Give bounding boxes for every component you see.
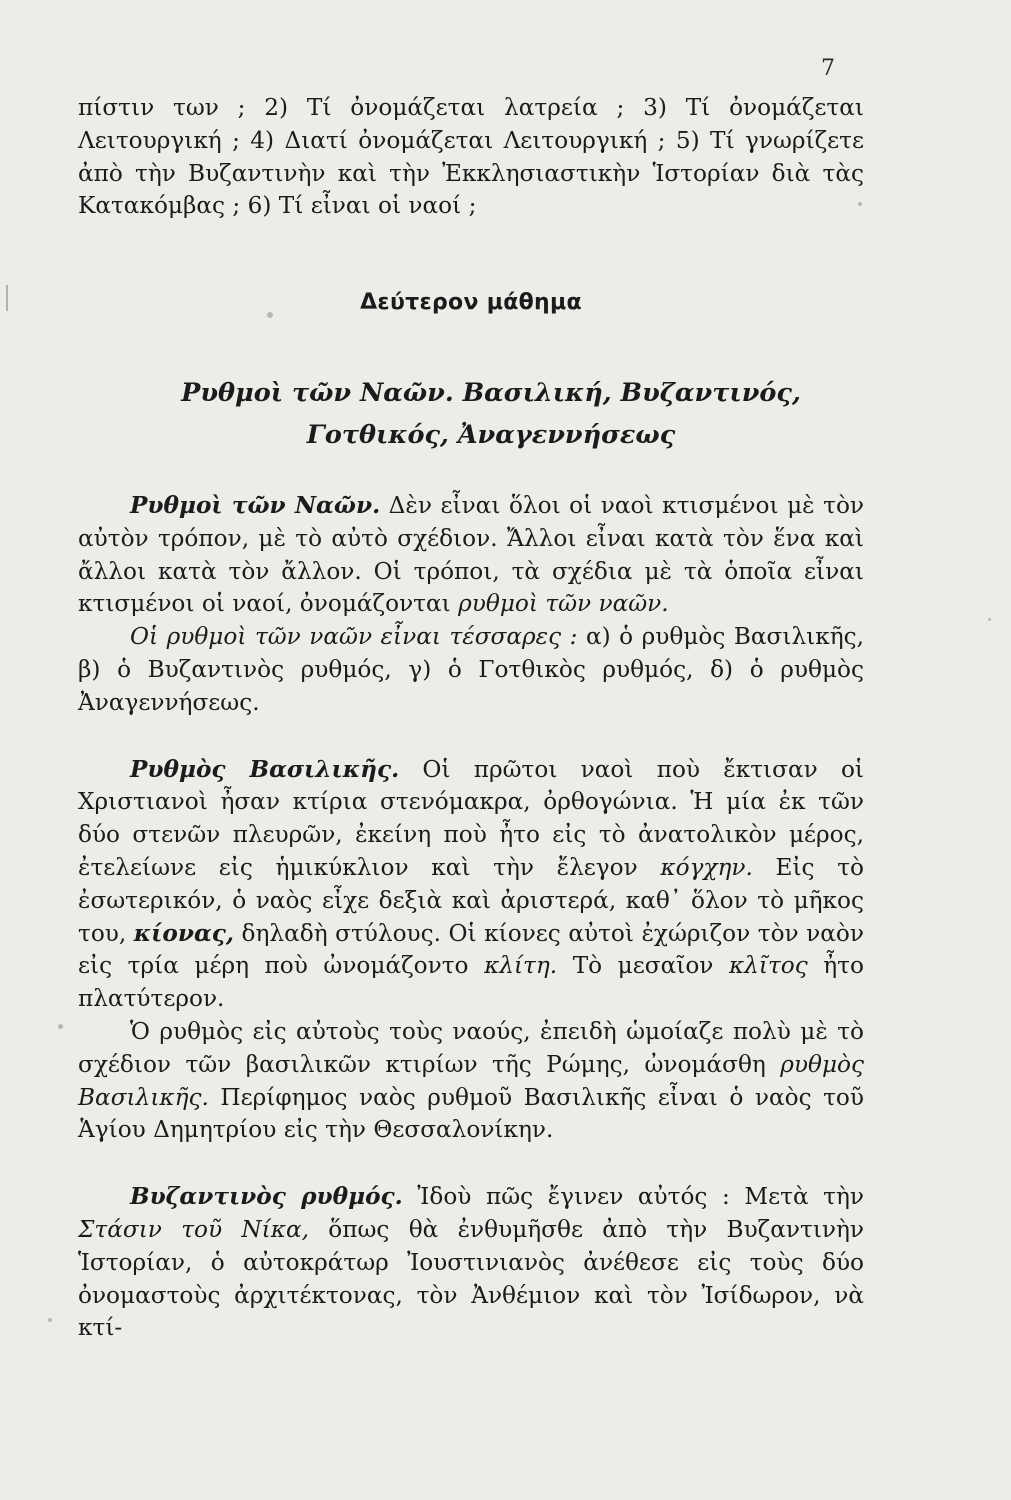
term-emphasis: ρυθμὸς Βασιλικῆς. <box>78 1050 864 1111</box>
term-emphasis: κλίτη. <box>484 952 558 980</box>
term-emphasis: κλῖτος <box>728 952 808 980</box>
section-title-line-1: Ρυθμοὶ τῶν Ναῶν. Βασιλική, Βυζαντινός, <box>181 377 801 408</box>
section-title-line-2: Γοτθικός, Ἀναγεννήσεως <box>306 419 676 450</box>
scan-speck <box>858 202 862 206</box>
paragraph-text: ἦτο πλατύτερον. <box>78 952 864 1013</box>
paragraph-lead: Βυζαντινὸς ρυθμός. <box>130 1183 403 1211</box>
scan-edge-mark <box>6 285 8 311</box>
review-questions-text: πίστιν των ; 2) Τί ὀνομάζεται λατρεία ; 3) Τί ὀνομάζεται Λειτουργική ; 4) Διατί ὀνομάζεται Λειτουργική ; 5) Τί γνωρίζετε ἀπὸ τὴν Βυζαντινὴν καὶ τὴν Ἐκκλησιαστικὴν Ἱστορίαν διὰ τὰς Κατακόμβας ; 6) Τί εἶναι οἱ ναοί ; <box>78 94 864 220</box>
paragraph-text: δηλαδὴ στύλους. Οἱ κίονες αὐτοὶ ἐχώριζον τὸν ναὸν εἰς τρία μέρη ποὺ ὠνομάζοντο <box>78 919 864 980</box>
lesson-heading: Δεύτερον μάθημα <box>360 290 582 316</box>
term-emphasis: Στάσιν τοῦ Νίκα, <box>78 1215 309 1243</box>
paragraph-basilica <box>78 754 864 1016</box>
paragraph-text: Περίφημος ναὸς ρυθμοῦ Βασιλικῆς εἶναι ὁ ναὸς τοῦ Ἁγίου Δημητρίου εἰς τὴν Θεσσαλονίκην. <box>78 1083 864 1144</box>
paragraph-lead: Οἱ ρυθμοὶ τῶν ναῶν εἶναι τέσσαρες : <box>130 623 578 651</box>
term-emphasis: κίονας, <box>133 919 234 947</box>
paragraph-text: ὅπως θὰ ἐνθυμῆσθε ἀπὸ τὴν Βυζαντινὴν Ἱστορίαν, ὁ αὐτοκράτωρ Ἰουστινιανὸς ἀνέθεσε εἰς τοὺς δύο ὀνομαστοὺς ἀρχιτέκτονας, τὸν Ἀνθέμιον καὶ τὸν Ἰσίδωρον, νὰ κτί- <box>78 1215 864 1342</box>
paragraph-rhythms-definition <box>78 490 864 621</box>
paragraph-text: Οἱ πρῶτοι ναοὶ ποὺ ἔκτισαν οἱ Χριστιανοὶ ἦσαν κτίρια στενόμακρα, ὀρθογώνια. Ἡ μία ἐκ τῶν δύο στενῶν πλευρῶν, ἐκείνη ποὺ ἦτο εἰς τὸ ἀνατολικὸν μέρος, ἐτελείωνε εἰς ἡμικύκλιον καὶ τὴν ἔλεγον <box>78 755 864 881</box>
scan-speck <box>988 618 991 621</box>
scan-speck <box>267 312 273 318</box>
scan-speck <box>58 1024 63 1029</box>
page-body <box>78 92 864 1345</box>
paragraph-text: Δὲν εἶναι ὅλοι οἱ ναοὶ κτισμένοι μὲ τὸν αὐτὸν τρόπον, μὲ τὸ αὐτὸ σχέδιον. Ἄλλοι εἶναι κατὰ τὸν ἕνα καὶ ἄλλοι κατὰ τὸν ἄλλον. Οἱ τρόποι, τὰ σχέδια μὲ τὰ ὁποῖα εἶναι κτισμένοι οἱ ναοί, ὀνομάζονται <box>78 491 864 618</box>
scan-speck <box>48 1318 52 1322</box>
term-emphasis: ρυθμοὶ τῶν ναῶν. <box>458 590 669 618</box>
paragraph-text: α) ὁ ρυθμὸς Βασιλικῆς, β) ὁ Βυζαντινὸς ρυθμός, γ) ὁ Γοτθικὸς ρυθμός, δ) ὁ ρυθμὸς Ἀναγεννήσεως. <box>78 623 865 716</box>
paragraph-four-rhythms <box>78 621 864 719</box>
review-questions <box>78 92 864 223</box>
paragraph-lead: Ρυθμοὶ τῶν Ναῶν. <box>130 491 381 519</box>
paragraph-basilica-naming <box>78 1016 864 1147</box>
paragraph-text: Τὸ μεσαῖον <box>557 952 729 980</box>
term-emphasis: κόγχην. <box>660 853 753 881</box>
paragraph-text: Ἰδοὺ πῶς ἔγινεν αὐτός : Μετὰ τὴν <box>402 1183 864 1211</box>
page-number: 7 <box>821 56 835 81</box>
paragraph-text: Ὁ ρυθμὸς εἰς αὐτοὺς τοὺς ναούς, ἐπειδὴ ὡμοίαζε πολὺ μὲ τὸ σχέδιον τῶν βασιλικῶν κτιρίων τῆς Ρώμης, ὠνομάσθη <box>78 1017 864 1078</box>
paragraph-lead: Ρυθμὸς Βασιλικῆς. <box>130 755 400 783</box>
paragraph-byzantine <box>78 1181 864 1345</box>
paragraph-text: Εἰς τὸ ἐσωτερικόν, ὁ ναὸς εἶχε δεξιὰ καὶ ἀριστερά, καθ᾽ ὅλον τὸ μῆκος του, <box>78 853 864 947</box>
section-title <box>78 372 864 456</box>
